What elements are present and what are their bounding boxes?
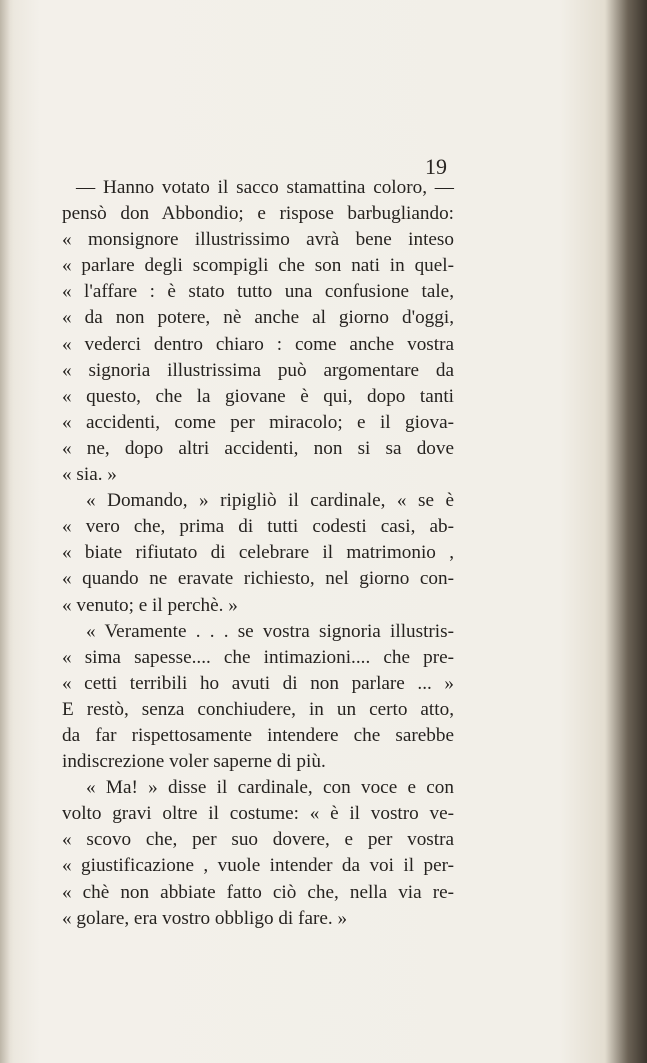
text-line: « chè non abbiate fatto ciò che, nella via re- [62,881,454,903]
text-line: « parlare degli scompigli che son nati in quel- [62,255,454,277]
text-line: « sima sapesse.... che intimazioni.... che pre- [62,646,454,668]
text-line: « monsignore illustrissimo avrà bene inteso [62,229,454,251]
body-text [62,175,454,932]
text-line: pensò don Abbondio; e rispose barbugliando: [62,203,454,225]
text-line: « venuto; e il perchè. » [62,594,238,616]
text-line: « Domando, » ripigliò il cardinale, « se è [86,490,454,512]
text-line: « Veramente . . . se vostra signoria illustris- [86,620,454,642]
text-line: « sia. » [62,464,117,486]
text-line: « scovo che, per suo dovere, e per vostra [62,829,454,851]
text-line: « accidenti, come per miracolo; e il giova- [62,411,454,433]
text-line: « biate rifiutato di celebrare il matrimonio , [62,542,454,564]
page-gutter [0,0,10,1063]
text-line: « questo, che la giovane è qui, dopo tanti [62,385,454,407]
text-line: volto gravi oltre il costume: « è il vostro ve- [62,803,454,825]
text-line: « golare, era vostro obbligo di fare. » [62,907,348,929]
text-line: « quando ne eravate richiesto, nel giorno con- [62,568,454,590]
text-line: — Hanno votato il sacco stamattina coloro, — [76,177,454,198]
text-line: indiscrezione voler saperne di più. [62,751,326,773]
text-line: « cetti terribili ho avuti di non parlare ... » [62,672,454,694]
text-line: « signoria illustrissima può argomentare da [62,359,454,381]
text-line: « vero che, prima di tutti codesti casi, ab- [62,516,454,538]
text-line: da far rispettosamente intendere che sarebbe [62,724,454,746]
text-line: E restò, senza conchiudere, in un certo atto, [62,698,454,720]
text-line: « l'affare : è stato tutto una confusione tale, [62,281,454,303]
text-line: « da non potere, nè anche al giorno d'oggi, [62,307,454,329]
text-line: « Ma! » disse il cardinale, con voce e con [86,777,454,799]
page-number: 19 [425,154,447,179]
text-line: « ne, dopo altri accidenti, non si sa dove [62,437,454,459]
text-line: « vederci dentro chiaro : come anche vostra [62,333,454,355]
text-line: « giustificazione , vuole intender da voi il per- [62,855,454,877]
